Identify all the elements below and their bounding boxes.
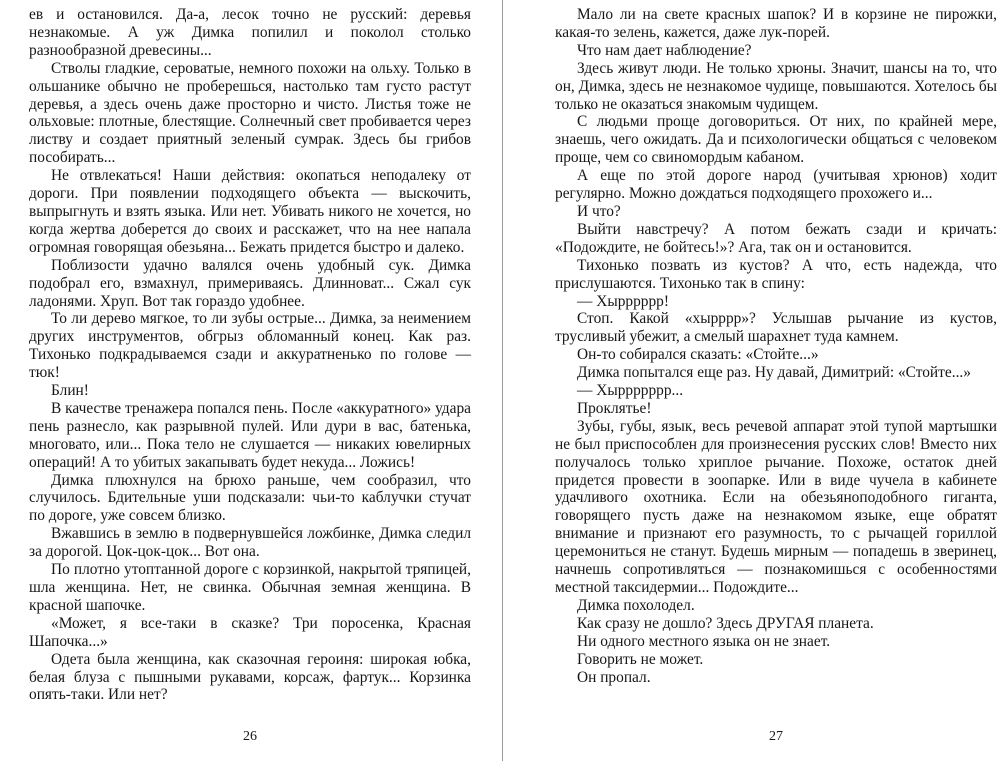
paragraph: Что нам дает наблюдение?: [577, 41, 752, 59]
paragraph: Здесь живут люди. Не только хрюны. Значит, шансы на то, что он, Димка, здесь не незнакомое чудище, повышаются. Хотелось бы только не оказаться знакомым чудищем.: [555, 59, 997, 113]
paragraph: По плотно утоптанной дороге с корзинкой, накрытой тряпицей, шла женщина. Нет, не свинка. Обычная земная женщина. В красной шапочке.: [29, 561, 471, 614]
paragraph: Димка попытался еще раз. Ну давай, Димитрий: «Стойте...»: [577, 364, 971, 382]
paragraph: ев и остановился. Да-а, лесок точно не русский: деревья незнакомые. А уж Димка попилил и поколол столько разнообразной древесины...: [29, 6, 471, 59]
paragraph: — Хырррррр!: [577, 292, 669, 310]
paragraph: Димка плюхнулся на брюхо раньше, чем сообразил, что случилось. Бдительные уши подсказали: чьи-то каблучки стучат по дороге, уже совсем близко.: [29, 471, 471, 525]
paragraph: Не отвлекаться! Наши действия: окопаться неподалеку от дороги. При появлении подходящего объекта — выскочить, выпрыгнуть и взять языка. Или нет. Убивать никого не хочется, но когда жертва доберется до своих и расскажет, что на нее напала огромная говорящая обезьяна... Бежать придется быстро и далеко.: [29, 167, 471, 256]
paragraph: Он пропал.: [577, 668, 651, 686]
paragraph: Зубы, губы, язык, весь речевой аппарат этой тупой мартышки не был приспособлен для произнесения русских слов! Вместо них получалось только хриплое рычание. Похоже, остаток дней придется провести в зоопарке. Или в виде чучела в кабинете удачливого охотника. Если на обезьяноподобного гиганта, говорящего пусть даже на незнакомом языке, еще обратят внимание и признают его разумность, то с рычащей гориллой церемониться не станут. Будешь мирным — попадешь в зверинец, начнешь сопротивляться — познакомишься с особенностями местной таксидермии... Подождите...: [555, 417, 997, 596]
page-number: 27: [769, 729, 783, 744]
paragraph: Блин!: [51, 382, 89, 400]
paragraph: Поблизости удачно валялся очень удобный сук. Димка подобрал его, взмахнул, примериваясь. Длинноват... Сжал сук ладонями. Хруп. Вот так гораздо удобнее.: [29, 256, 471, 310]
paragraph: Стоп. Какой «хырррр»? Услышав рычание из кустов, трусливый убежит, а смелый шарахнет туда камнем.: [555, 310, 997, 346]
paragraph: Димка похолодел.: [577, 596, 695, 614]
paragraph: Он-то собирался сказать: «Стойте...»: [577, 346, 819, 364]
paragraph: Одета была женщина, как сказочная героиня: широкая юбка, белая блуза с пышными рукавами, корсаж, фартук... Корзинка опять-таки. Или нет?: [29, 650, 471, 704]
paragraph: Тихонько позвать из кустов? А что, есть надежда, что прислушаются. Тихонько так в спину:: [555, 256, 997, 292]
paragraph: Выйти навстречу? А потом бежать сзади и кричать: «Подождите, не бойтесь!»? Ага, так он и остановится.: [555, 220, 997, 256]
paragraph: Стволы гладкие, сероватые, немного похожи на ольху. Только в ольшанике обычно не проберешься, настолько там густо растут деревья, а здесь очень даже просторно и чисто. Листья тоже не ольховые: плотные, блестящие. Солнечный свет пробивается через листву и создает приятный зеленый сумрак. Здесь бы грибов пособирать...: [29, 59, 471, 167]
paragraph: Говорить не может.: [577, 650, 704, 668]
paragraph: А еще по этой дороге народ (учитывая хрюнов) ходит регулярно. Можно дождаться подходящего прохожего и...: [555, 167, 997, 203]
page-number: 26: [243, 729, 257, 744]
right-page: [555, 0, 997, 761]
paragraph: Как сразу не дошло? Здесь ДРУГАЯ планета.: [577, 614, 874, 632]
paragraph: Ни одного местного языка он не знает.: [577, 632, 831, 650]
page-divider: [502, 0, 503, 761]
paragraph: «Может, я все-таки в сказке? Три поросенка, Красная Шапочка...»: [29, 614, 471, 650]
paragraph: Вжавшись в землю в подвернувшейся ложбинке, Димка следил за дорогой. Цок-цок-цок... Вот она.: [29, 525, 471, 561]
left-page: [29, 0, 471, 761]
left-page-text: [29, 6, 471, 704]
paragraph: Проклятье!: [577, 399, 652, 417]
paragraph: И что?: [577, 202, 621, 220]
paragraph: В качестве тренажера попался пень. После «аккуратного» удара пень разнесло, как разрывной пулей. Или дури в вас, батенька, многовато, или... Пока тело не слушается — никаких ювелирных операций! А то убитых закапывать будет некуда... Ложись!: [29, 399, 471, 471]
right-page-text: [555, 6, 997, 686]
paragraph: — Хыррррррр...: [577, 382, 684, 400]
paragraph: То ли дерево мягкое, то ли зубы острые... Димка, за неимением других инструментов, обгрыз обломанный конец. Как раз. Тихонько подкрадываемся сзади и аккуратненько по голове — тюк!: [29, 310, 471, 382]
paragraph: С людьми проще договориться. От них, по крайней мере, знаешь, чего ожидать. Да и психологически общаться с человеком проще, чем со свиномордым кабаном.: [555, 113, 997, 167]
paragraph: Мало ли на свете красных шапок? И в корзине не пирожки, какая-то зелень, кажется, даже лук-порей.: [555, 6, 997, 41]
